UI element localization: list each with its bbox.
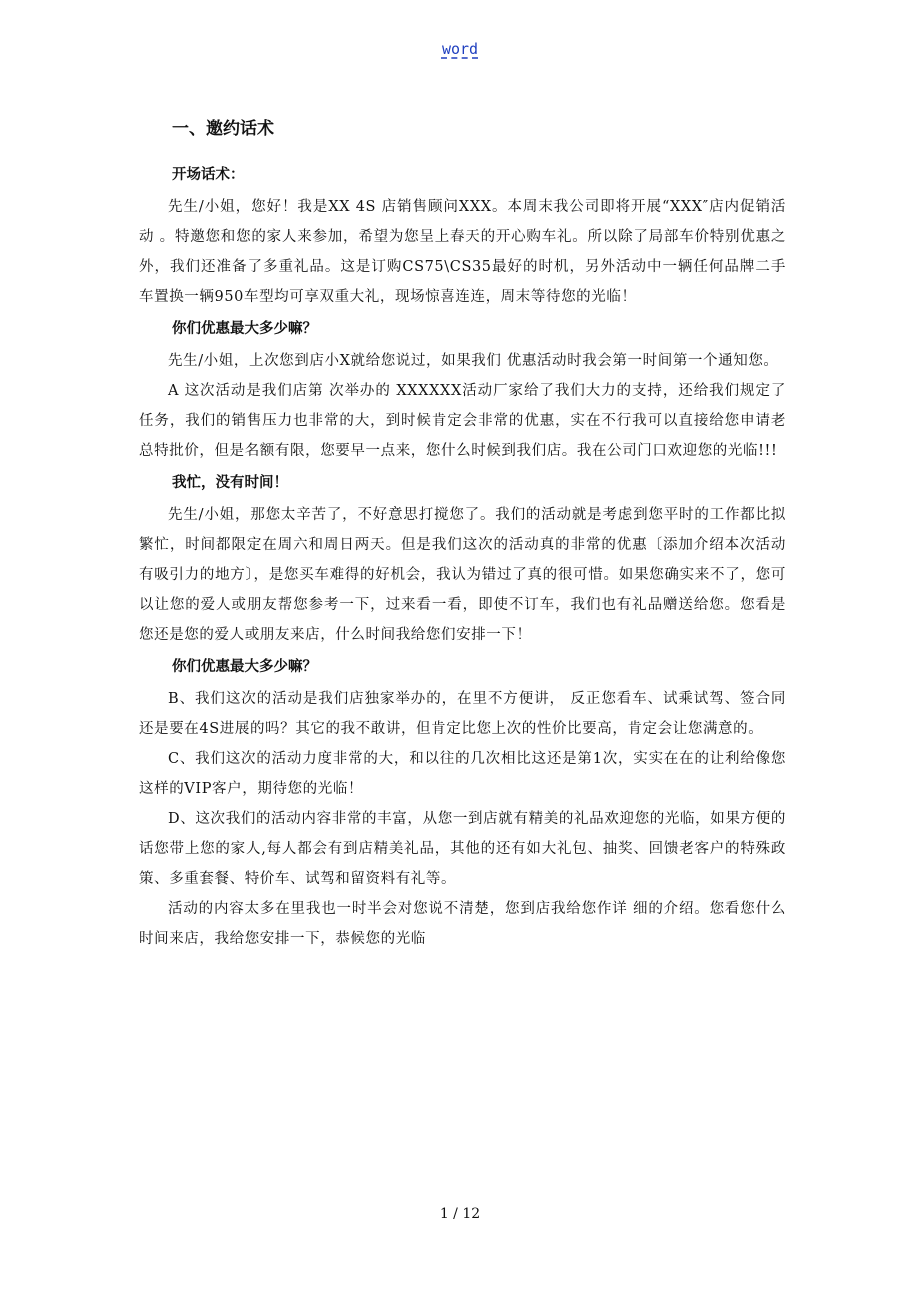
question-heading-1: 你们优惠最大多少嘛？ [172, 321, 317, 337]
opening-heading: 开场话术： [172, 167, 245, 183]
document-body [139, 112, 786, 954]
section-title: 一、邀约话术 [172, 119, 274, 139]
answer-d-paragraph: D、这次我们的活动内容非常的丰富，从您一到店就有精美的礼品欢迎您的光临，如果方便的话您带上您的家人,每人都会有到店精美礼品，其他的还有如大礼包、抽奖、回馈老客户的特殊政策、多重套餐、特价车、试驾和留资料有礼等。 [139, 811, 786, 887]
busy-paragraph: 先生/小姐，那您太辛苦了，不好意思打搅您了。我们的活动就是考虑到您平时的工作都比拟繁忙，时间都限定在周六和周日两天。但是我们这次的活动真的非常的优惠〔添加介绍本次活动有吸引力的地方〕，是您买车难得的好机会，我认为错过了真的很可惜。如果您确实来不了，您可以让您的爱人或朋友帮您参考一下，过来看一看，即使不订车，我们也有礼品赠送给您。您看是您还是您的爱人或朋友来店，什么时间我给您们安排一下！ [139, 507, 786, 643]
closing-paragraph: 活动的内容太多在里我也一时半会对您说不清楚，您到店我给您作详 细的介绍。您看您什么时间来店，我给您安排一下，恭候您的光临 [139, 901, 786, 947]
page-number: 1 / 12 [439, 1206, 481, 1222]
answer-b-paragraph: B、我们这次的活动是我们店独家举办的，在里不方便讲， 反正您看车、试乘试驾、签合同还是要在4S进展的吗？其它的我不敢讲，但肯定比您上次的性价比要高，肯定会让您满意的。 [139, 691, 786, 737]
question-heading-2: 你们优惠最大多少嘛？ [172, 659, 317, 675]
opening-paragraph: 先生/小姐，您好！我是XX 4S 店销售顾问XXX。本周末我公司即将开展“XXX″店内促销活动 。特邀您和您的家人来参加，希望为您呈上春天的开心购车礼。所以除了局部车价特别优惠之外，我们还准备了多重礼品。这是订购CS75\CS35最好的时机，另外活动中一辆任何品牌二手车置换一辆950车型均可享双重大礼，现场惊喜连连，周末等待您的光临！ [139, 199, 786, 305]
answer-c-paragraph: C、我们这次的活动力度非常的大，和以往的几次相比这还是第1次，实实在在的让利给像您这样的VIP客户，期待您的光临！ [139, 751, 786, 797]
header-word-link[interactable]: word [441, 40, 479, 58]
answer-a-paragraph: A 这次活动是我们店第 次举办的 XXXXXX活动厂家给了我们大力的支持，还给我们规定了任务，我们的销售压力也非常的大，到时候肯定会非常的优惠，实在不行我可以直接给您申请老总特批价，但是名额有限，您要早一点来，您什么时候到我们店。我在公司门口欢迎您的光临!!! [139, 383, 786, 459]
question-1-paragraph: 先生/小姐，上次您到店小X就给您说过，如果我们 优惠活动时我会第一时间第一个通知您。 [168, 353, 779, 369]
busy-heading: 我忙，没有时间！ [172, 475, 288, 491]
